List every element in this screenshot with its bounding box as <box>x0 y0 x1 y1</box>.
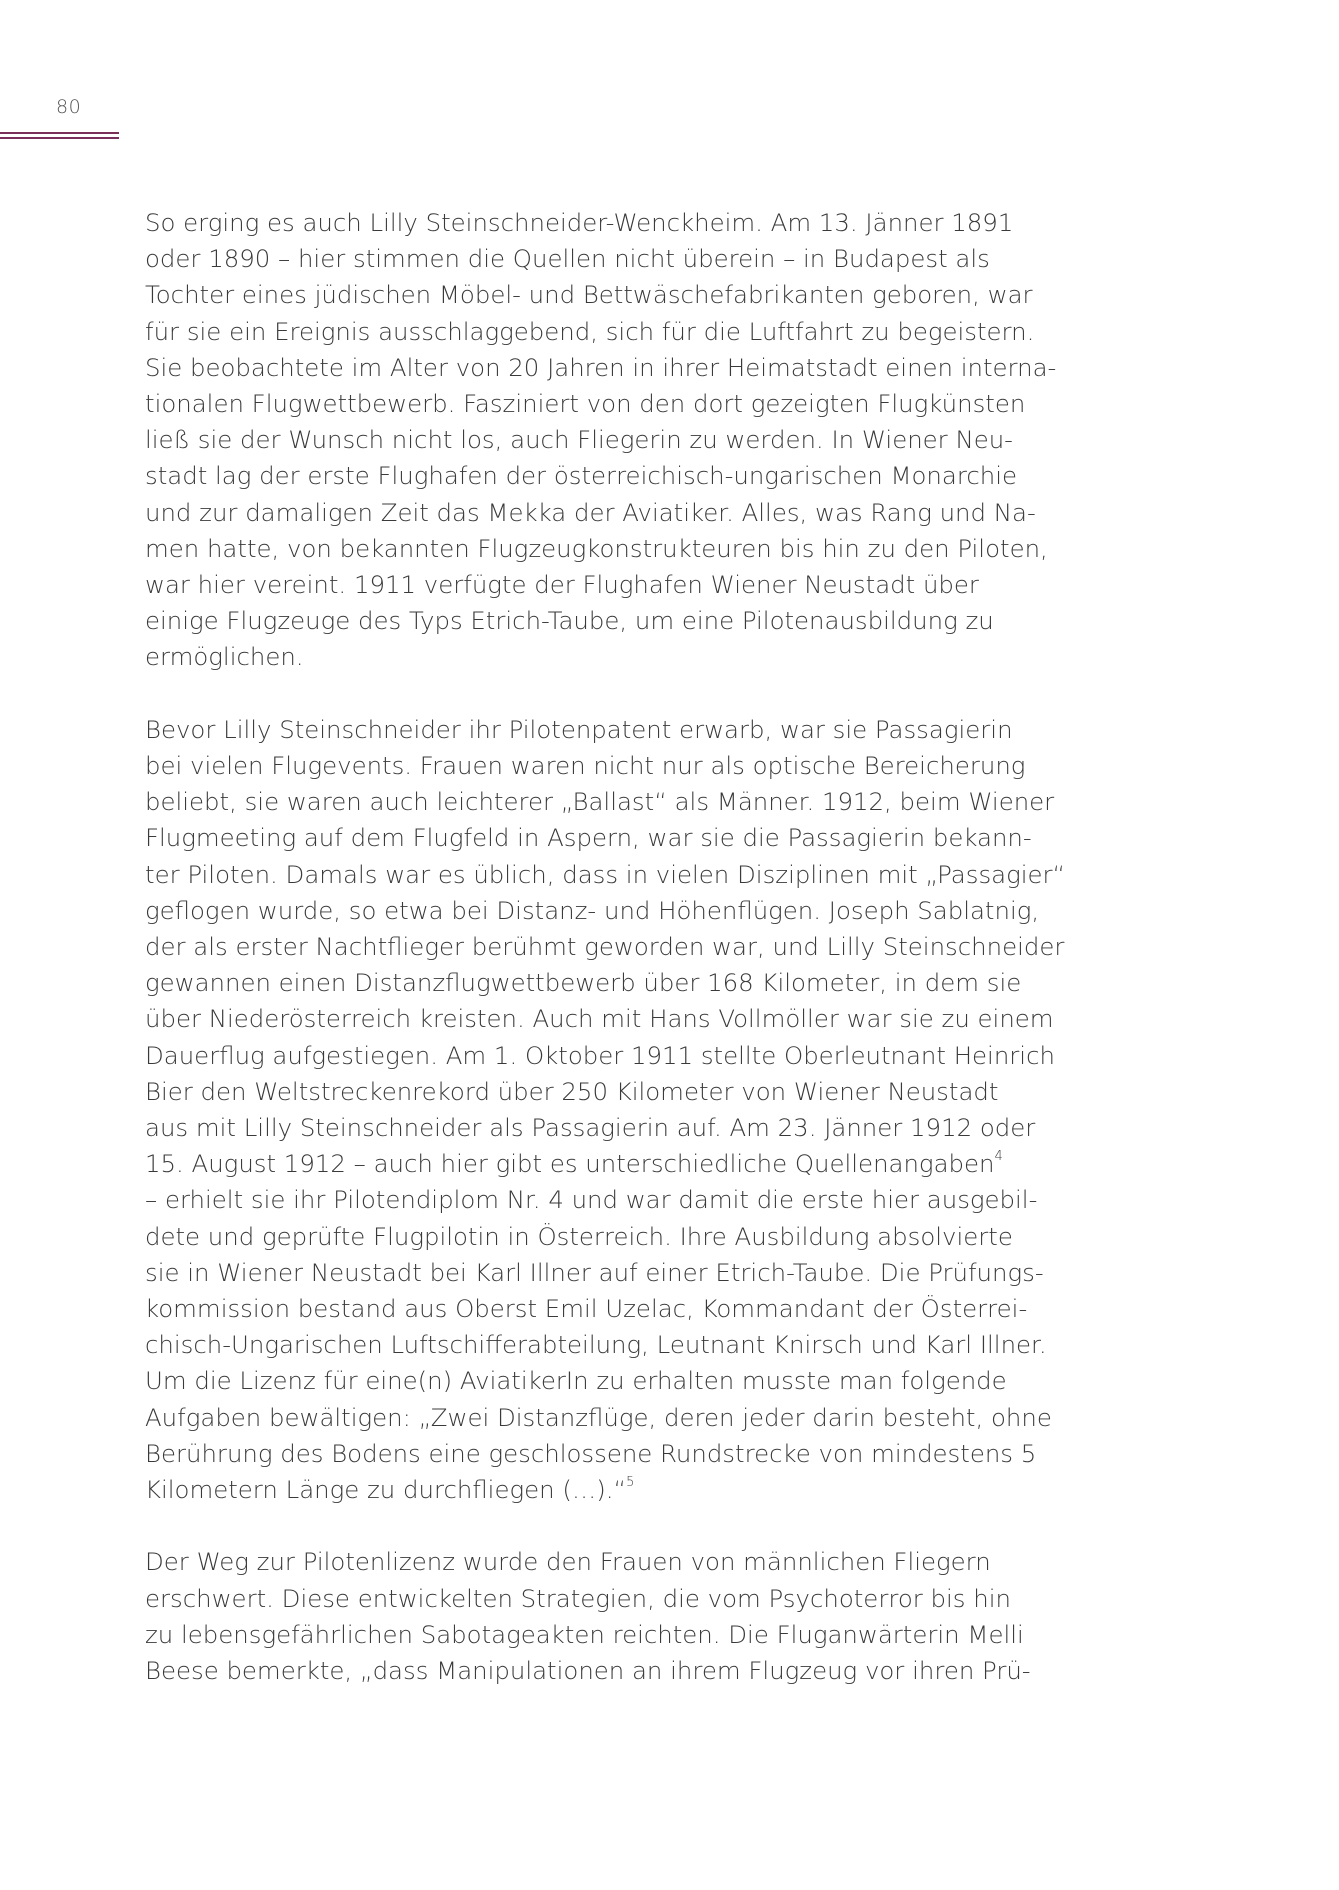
text-line: über Niederösterreich kreisten. Auch mit Hans Vollmöller war sie zu einem <box>145 1004 1054 1034</box>
text-line: aus mit Lilly Steinschneider als Passagierin auf. Am 23. Jänner 1912 oder <box>145 1113 1036 1143</box>
text-line-with-footnote <box>145 1472 1045 1508</box>
text-line: dete und geprüfte Flugpilotin in Österreich. Ihre Ausbildung absolvierte <box>145 1221 1013 1251</box>
text-line: geflogen wurde, so etwa bei Distanz- und Höhenflügen. Joseph Sablatnig, <box>145 895 1040 925</box>
text-line: tionalen Flugwettbewerb. Fasziniert von den dort gezeigten Flugkünsten <box>145 389 1026 419</box>
footnote-marker-4: 4 <box>994 1149 1003 1165</box>
text-line: chisch-Ungarischen Luftschifferabteilung, Leutnant Knirsch und Karl Illner. <box>145 1330 1047 1360</box>
text-line-with-footnote <box>145 1146 1045 1182</box>
header-rule-line-top <box>0 132 119 134</box>
text-line: – erhielt sie ihr Pilotendiplom Nr. 4 und war damit die erste hier ausgebil- <box>145 1185 1038 1215</box>
text-line: Beese bemerkte, „dass Manipulationen an ihrem Flugzeug vor ihren Prü- <box>145 1656 1031 1686</box>
paragraph-3 <box>145 1544 1045 1689</box>
text-line: Berührung des Bodens eine geschlossene Rundstrecke von mindestens 5 <box>145 1438 1037 1468</box>
text-line: Kilometern Länge zu durchfliegen (…).“ <box>145 1475 627 1505</box>
text-line: Aufgaben bewältigen: „Zwei Distanzflüge, deren jeder darin besteht, ohne <box>145 1402 1052 1432</box>
text-line: Sie beobachtete im Alter von 20 Jahren in ihrer Heimatstadt einen interna- <box>145 352 1057 382</box>
header-rule <box>0 132 119 142</box>
text-line: stadt lag der erste Flughafen der österreichisch-ungarischen Monarchie <box>145 461 1017 491</box>
text-line: Bier den Weltstreckenrekord über 250 Kilometer von Wiener Neustadt <box>145 1076 999 1106</box>
text-line: ermöglichen. <box>145 642 304 672</box>
paragraph-2 <box>145 712 1066 1508</box>
text-line: sie in Wiener Neustadt bei Karl Illner auf einer Etrich-Taube. Die Prüfungs- <box>145 1257 1044 1287</box>
text-line: Dauerflug aufgestiegen. Am 1. Oktober 1911 stellte Oberleutnant Heinrich <box>145 1040 1055 1070</box>
text-line: erschwert. Diese entwickelten Strategien, die vom Psychoterror bis hin <box>145 1583 1011 1613</box>
header-rule-line-bottom <box>0 137 119 139</box>
text-line: Flugmeeting auf dem Flugfeld in Aspern, war sie die Passagierin bekann- <box>145 823 1032 853</box>
text-line: Tochter eines jüdischen Möbel- und Bettwäschefabrikanten geboren, war <box>145 280 1033 310</box>
text-line: Der Weg zur Pilotenlizenz wurde den Frauen von männlichen Fliegern <box>145 1547 991 1577</box>
text-line: kommission bestand aus Oberst Emil Uzelac, Kommandant der Österrei- <box>145 1294 1028 1324</box>
text-line: gewannen einen Distanzflugwettbewerb über 168 Kilometer, in dem sie <box>145 968 1022 998</box>
text-line: und zur damaligen Zeit das Mekka der Aviatiker. Alles, was Rang und Na- <box>145 497 1036 527</box>
text-line: Um die Lizenz für eine(n) AviatikerIn zu erhalten musste man folgende <box>145 1366 1007 1396</box>
page-number: 80 <box>56 96 82 118</box>
text-line: oder 1890 – hier stimmen die Quellen nicht überein – in Budapest als <box>145 244 990 274</box>
text-line: einige Flugzeuge des Typs Etrich-Taube, um eine Pilotenausbildung zu <box>145 606 994 636</box>
text-line: ter Piloten. Damals war es üblich, dass in vielen Disziplinen mit „Passagier“ <box>145 859 1066 889</box>
text-line: beliebt, sie waren auch leichterer „Ballast“ als Männer. 1912, beim Wiener <box>145 787 1055 817</box>
text-line: der als erster Nachtflieger berühmt geworden war, und Lilly Steinschneider <box>145 932 1065 962</box>
paragraph-1 <box>145 205 1057 676</box>
text-line: ließ sie der Wunsch nicht los, auch Fliegerin zu werden. In Wiener Neu- <box>145 425 1013 455</box>
text-line: bei vielen Flugevents. Frauen waren nicht nur als optische Bereicherung <box>145 751 1026 781</box>
footnote-marker-5: 5 <box>626 1474 635 1490</box>
text-line: für sie ein Ereignis ausschlaggebend, sich für die Luftfahrt zu begeistern. <box>145 316 1035 346</box>
text-line: Bevor Lilly Steinschneider ihr Pilotenpatent erwarb, war sie Passagierin <box>145 714 1013 744</box>
text-line: So erging es auch Lilly Steinschneider-Wenckheim. Am 13. Jänner 1891 <box>145 208 1014 237</box>
text-line: war hier vereint. 1911 verfügte der Flughafen Wiener Neustadt über <box>145 570 979 600</box>
text-line: zu lebensgefährlichen Sabotageakten reichten. Die Fluganwärterin Melli <box>145 1619 1024 1649</box>
text-line: men hatte, von bekannten Flugzeugkonstrukteuren bis hin zu den Piloten, <box>145 533 1048 563</box>
text-line: 15. August 1912 – auch hier gibt es unterschiedliche Quellenangaben <box>145 1149 995 1179</box>
body-text <box>145 205 1066 1725</box>
